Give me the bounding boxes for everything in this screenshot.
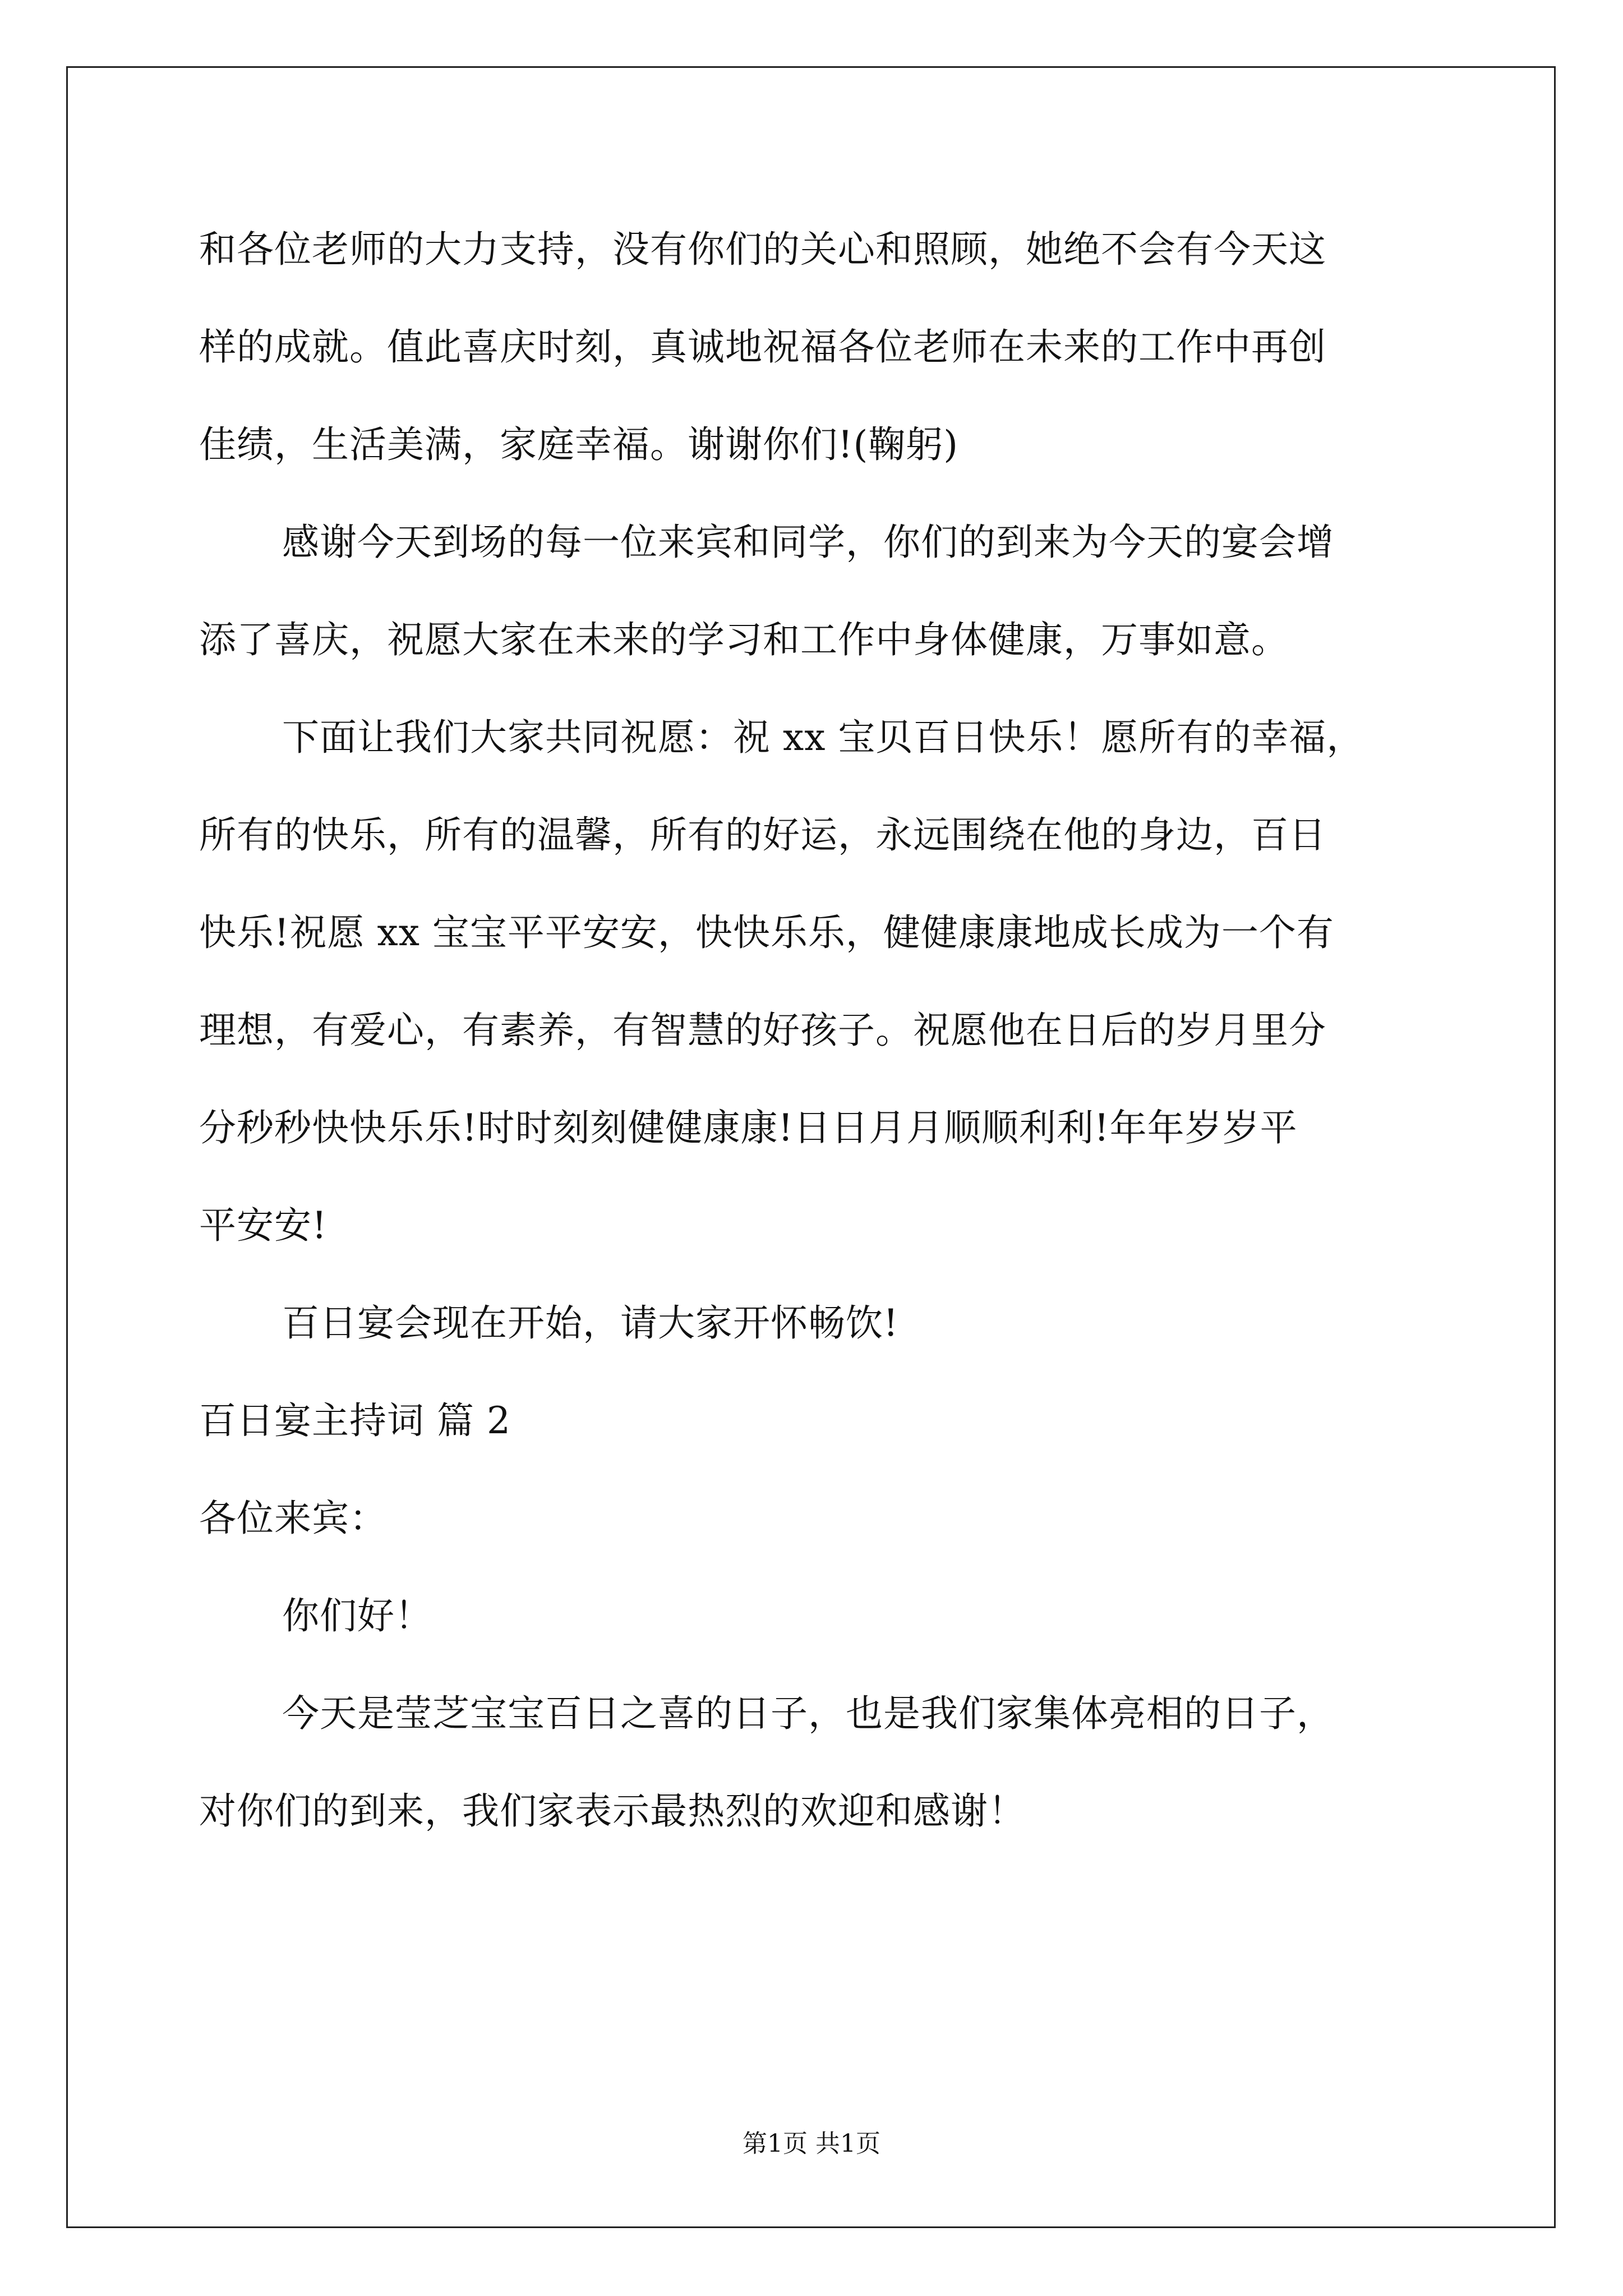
text-line: 和各位老师的大力支持，没有你们的关心和照顾，她绝不会有今天这 [199, 228, 1326, 271]
text-line: 理想，有爱心，有素养，有智慧的好孩子。祝愿他在日后的岁月里分 [199, 1009, 1326, 1052]
page-number-footer: 第1页 共1页 [743, 2129, 880, 2158]
text-line: 添了喜庆，祝愿大家在未来的学习和工作中身体健康，万事如意。 [199, 618, 1289, 661]
text-line: 样的成就。值此喜庆时刻，真诚地祝福各位老师在未来的工作中再创 [199, 325, 1326, 369]
paragraph-line: 下面让我们大家共同祝愿：祝 xx 宝贝百日快乐！愿所有的幸福， [282, 716, 1364, 759]
salutation: 各位来宾： [199, 1497, 387, 1540]
text-line: 分秒秒快快乐乐!时时刻刻健健康康!日日月月顺顺利利!年年岁岁平 [199, 1106, 1298, 1149]
text-line: 快乐!祝愿 xx 宝宝平平安安，快快乐乐，健健康康地成长成为一个有 [199, 911, 1334, 954]
text-line: 对你们的到来，我们家表示最热烈的欢迎和感谢！ [199, 1789, 1026, 1833]
section-heading: 百日宴主持词 篇 2 [199, 1399, 511, 1442]
text-line: 佳绩，生活美满，家庭幸福。谢谢你们!(鞠躬) [199, 423, 959, 466]
paragraph-line: 百日宴会现在开始，请大家开怀畅饮! [282, 1301, 899, 1345]
paragraph-line: 今天是莹芝宝宝百日之喜的日子，也是我们家集体亮相的日子， [282, 1692, 1334, 1735]
greeting: 你们好！ [282, 1594, 432, 1637]
text-line: 所有的快乐，所有的温馨，所有的好运，永远围绕在他的身边，百日 [199, 813, 1326, 857]
paragraph-line: 感谢今天到场的每一位来宾和同学，你们的到来为今天的宴会增 [282, 521, 1334, 564]
text-line: 平安安! [199, 1204, 328, 1247]
